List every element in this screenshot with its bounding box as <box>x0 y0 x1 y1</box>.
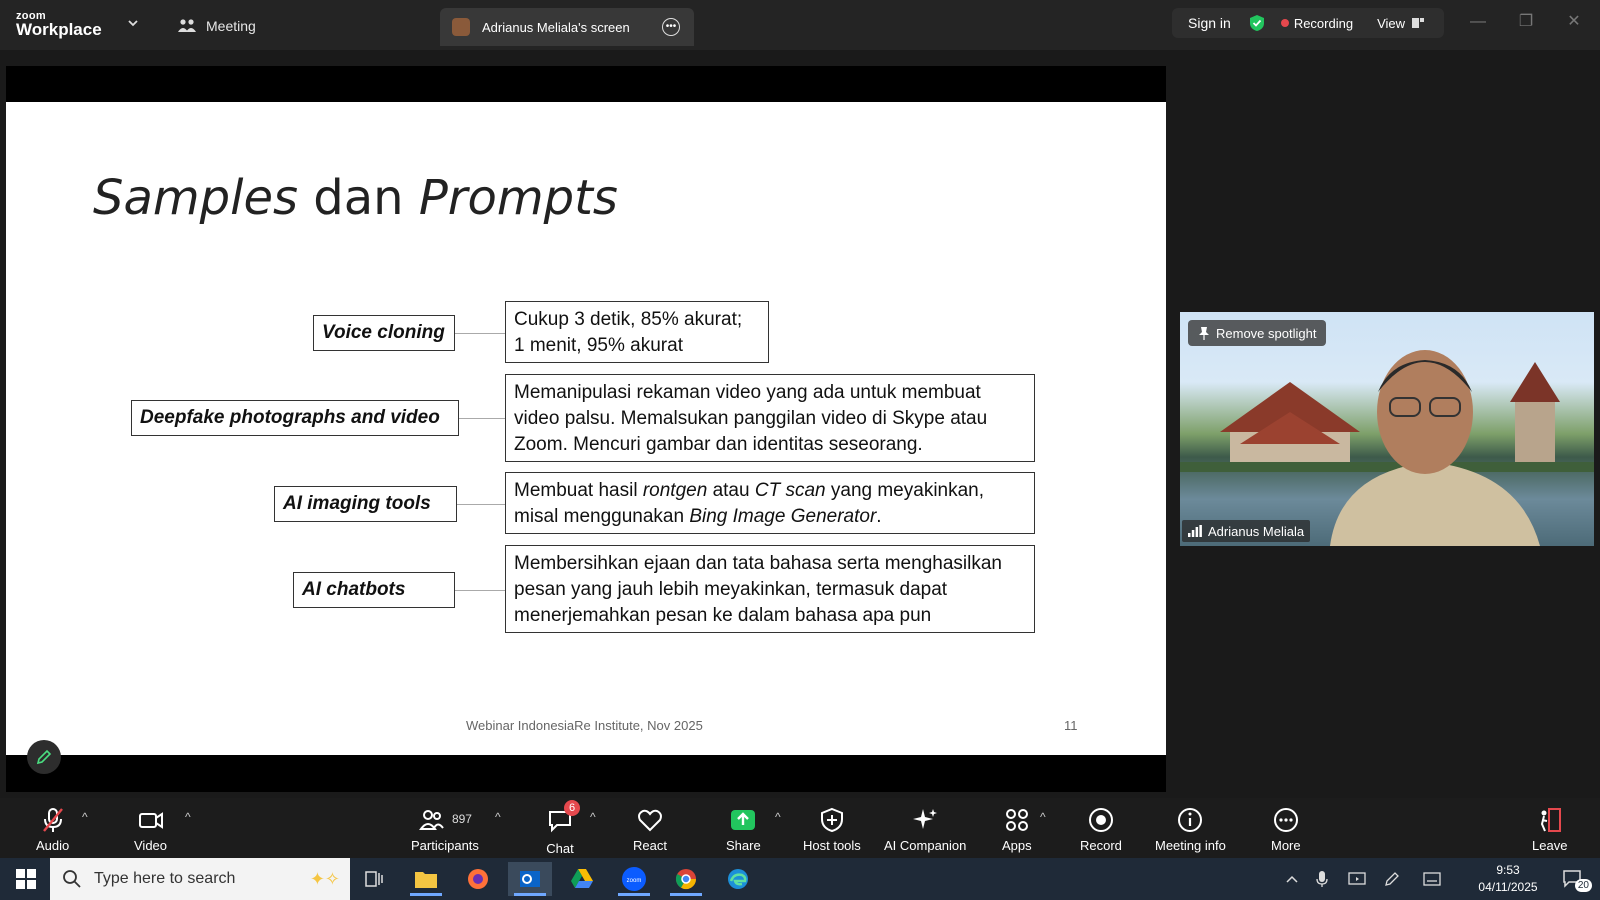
chrome-icon[interactable] <box>664 862 708 896</box>
windows-start-icon[interactable] <box>4 862 48 896</box>
pen-tray-icon[interactable] <box>1380 862 1404 896</box>
microphone-muted-icon <box>39 806 67 834</box>
tab-meeting[interactable] <box>178 14 256 38</box>
brand-name: Workplace <box>16 20 102 39</box>
meeting-toolbar <box>0 798 1600 858</box>
host-tools-shield-icon <box>818 806 846 834</box>
participants-label: Participants <box>411 838 479 853</box>
host-tools-label: Host tools <box>803 838 861 853</box>
keyboard-tray-icon[interactable] <box>1420 862 1444 896</box>
chevron-down-icon[interactable] <box>126 16 140 30</box>
audio-options-caret-icon[interactable]: ^ <box>82 810 88 824</box>
more-label: More <box>1271 838 1301 853</box>
apps-button[interactable] <box>1002 806 1032 853</box>
slide-title-part3: Prompts <box>418 170 618 226</box>
apps-grid-icon <box>1003 806 1031 834</box>
notification-count: 20 <box>1575 879 1592 892</box>
view-button[interactable]: View <box>1377 15 1406 31</box>
video-button[interactable] <box>134 806 167 853</box>
record-label: Record <box>1080 838 1122 853</box>
share-label: Share <box>726 838 761 853</box>
minimize-icon[interactable]: — <box>1470 13 1486 30</box>
react-label: React <box>633 838 667 853</box>
notifications-icon[interactable] <box>1552 862 1596 896</box>
presentation-slide <box>6 102 1166 755</box>
connector-line <box>455 333 505 334</box>
heart-icon <box>636 806 664 834</box>
audio-label: Audio <box>36 838 70 853</box>
system-clock[interactable] <box>1468 862 1548 896</box>
slide-footer: Webinar IndonesiaRe Institute, Nov 2025 <box>466 718 703 733</box>
participants-count: 897 <box>451 812 472 826</box>
share-button[interactable] <box>726 806 761 853</box>
search-icon <box>62 869 82 889</box>
share-options-caret-icon[interactable]: ^ <box>775 810 781 824</box>
leave-button[interactable] <box>1532 806 1567 853</box>
label-voice-cloning: Voice cloning <box>313 315 455 351</box>
desc-line: Membersihkan ejaan dan tata bahasa serta menghasilkan <box>514 553 1002 574</box>
leave-door-icon <box>1536 806 1564 834</box>
taskbar-search-input[interactable] <box>50 858 350 900</box>
chat-options-caret-icon[interactable]: ^ <box>590 810 596 824</box>
clock-date: 04/11/2025 <box>1478 880 1538 894</box>
video-options-caret-icon[interactable]: ^ <box>185 810 191 824</box>
participants-options-caret-icon[interactable]: ^ <box>495 810 501 824</box>
desc-ai-imaging: Membuat hasil rontgen atau CT scan yang meyakinkan, misal menggunakan Bing Image Generator. <box>505 472 1035 534</box>
presenter-avatar <box>452 18 470 36</box>
slide-title-part2: dan <box>297 170 419 226</box>
desc-line: Zoom. Mencuri gambar dan identitas seseorang. <box>514 434 923 455</box>
screen-capture-tray-icon[interactable] <box>1345 862 1369 896</box>
slide-title-part1: Samples <box>93 170 298 226</box>
participant-name: Adrianus Meliala <box>1208 523 1305 539</box>
connector-line <box>457 504 505 505</box>
pin-icon <box>1198 326 1210 340</box>
google-drive-icon[interactable] <box>560 862 604 896</box>
record-icon <box>1087 806 1115 834</box>
spotlight-video-tile[interactable] <box>1180 312 1594 546</box>
slide-page-number: 11 <box>1064 718 1078 733</box>
meeting-info-label: Meeting info <box>1155 838 1226 853</box>
svg-text:zoom: zoom <box>626 878 642 884</box>
search-placeholder: Type here to search <box>94 870 236 887</box>
remove-spotlight-label: Remove spotlight <box>1216 325 1317 341</box>
video-camera-icon <box>137 806 165 834</box>
participant-name-tag <box>1182 520 1310 542</box>
share-screen-icon <box>729 806 757 834</box>
connector-line <box>459 418 505 419</box>
close-icon[interactable]: ✕ <box>1567 13 1581 30</box>
more-options-icon[interactable]: ••• <box>662 18 680 36</box>
tab-meeting-label: Meeting <box>206 18 256 34</box>
annotate-pencil-icon[interactable] <box>27 740 61 774</box>
desc-line: menerjemahkan pesan ke dalam bahasa apa pun <box>514 605 932 626</box>
status-area <box>1172 8 1444 38</box>
record-button[interactable] <box>1080 806 1122 853</box>
zoom-app-icon[interactable] <box>612 862 656 896</box>
chat-label: Chat <box>546 841 574 856</box>
audio-button[interactable] <box>36 806 69 853</box>
show-hidden-icons-icon[interactable] <box>1280 862 1304 896</box>
task-view-icon[interactable] <box>352 862 396 896</box>
desc-ai-chatbots <box>505 545 1035 633</box>
copilot-sparkle-icon: ✦✧ <box>309 868 340 889</box>
desc-line: Memanipulasi rekaman video yang ada untuk membuat <box>514 382 981 403</box>
participants-icon <box>418 806 446 834</box>
chat-unread-badge: 6 <box>564 800 580 816</box>
remove-spotlight-button[interactable] <box>1188 320 1326 346</box>
restore-icon[interactable]: ❐ <box>1518 13 1534 30</box>
desc-line: 1 menit, 95% akurat <box>514 335 683 356</box>
ai-companion-label: AI Companion <box>884 838 967 853</box>
file-explorer-icon[interactable] <box>404 862 448 896</box>
view-layout-icon <box>1411 16 1425 30</box>
video-feed <box>1180 312 1594 546</box>
security-shield-icon[interactable] <box>1249 14 1265 32</box>
label-deepfake: Deepfake photographs and video <box>131 400 459 436</box>
firefox-icon[interactable] <box>456 862 500 896</box>
title-bar <box>0 0 1600 50</box>
brand-small-text: zoom <box>16 10 46 22</box>
edge-icon[interactable] <box>716 862 760 896</box>
react-button[interactable] <box>633 806 667 853</box>
leave-label: Leave <box>1532 838 1568 853</box>
outlook-icon[interactable] <box>508 862 552 896</box>
participants-button[interactable] <box>411 806 479 853</box>
sparkle-icon <box>911 806 939 834</box>
apps-label: Apps <box>1002 838 1032 853</box>
sign-in-button[interactable]: Sign in <box>1188 15 1231 31</box>
windows-taskbar <box>0 858 1600 900</box>
recording-status[interactable]: Recording <box>1293 15 1354 31</box>
slide-title <box>93 170 618 226</box>
more-button[interactable] <box>1271 806 1301 853</box>
label-ai-imaging: AI imaging tools <box>274 486 457 522</box>
meeting-icon <box>178 18 196 34</box>
tab-shared-screen-label: Adrianus Meliala's screen <box>482 19 630 35</box>
more-dots-icon <box>1272 806 1300 834</box>
desc-voice-cloning <box>505 301 769 363</box>
recording-dot-icon <box>1281 19 1289 27</box>
apps-options-caret-icon[interactable]: ^ <box>1040 810 1046 824</box>
desc-deepfake <box>505 374 1035 462</box>
ai-companion-button[interactable] <box>884 806 966 853</box>
desc-line: Cukup 3 detik, 85% akurat; <box>514 309 743 330</box>
meeting-info-button[interactable] <box>1155 806 1226 853</box>
signal-strength-icon <box>1188 525 1202 537</box>
host-tools-button[interactable] <box>803 806 861 853</box>
chat-button[interactable] <box>546 802 576 856</box>
video-label: Video <box>134 838 168 853</box>
desc-line: video palsu. Memalsukan panggilan video di Skype atau <box>514 408 988 429</box>
desc-line: pesan yang jauh lebih meyakinkan, termasuk dapat <box>514 579 948 600</box>
tab-shared-screen[interactable] <box>440 8 694 46</box>
label-ai-chatbots: AI chatbots <box>293 572 455 608</box>
clock-time: 9:53 <box>1496 863 1520 877</box>
info-icon <box>1176 806 1204 834</box>
microphone-tray-icon[interactable] <box>1310 862 1334 896</box>
connector-line <box>455 590 505 591</box>
